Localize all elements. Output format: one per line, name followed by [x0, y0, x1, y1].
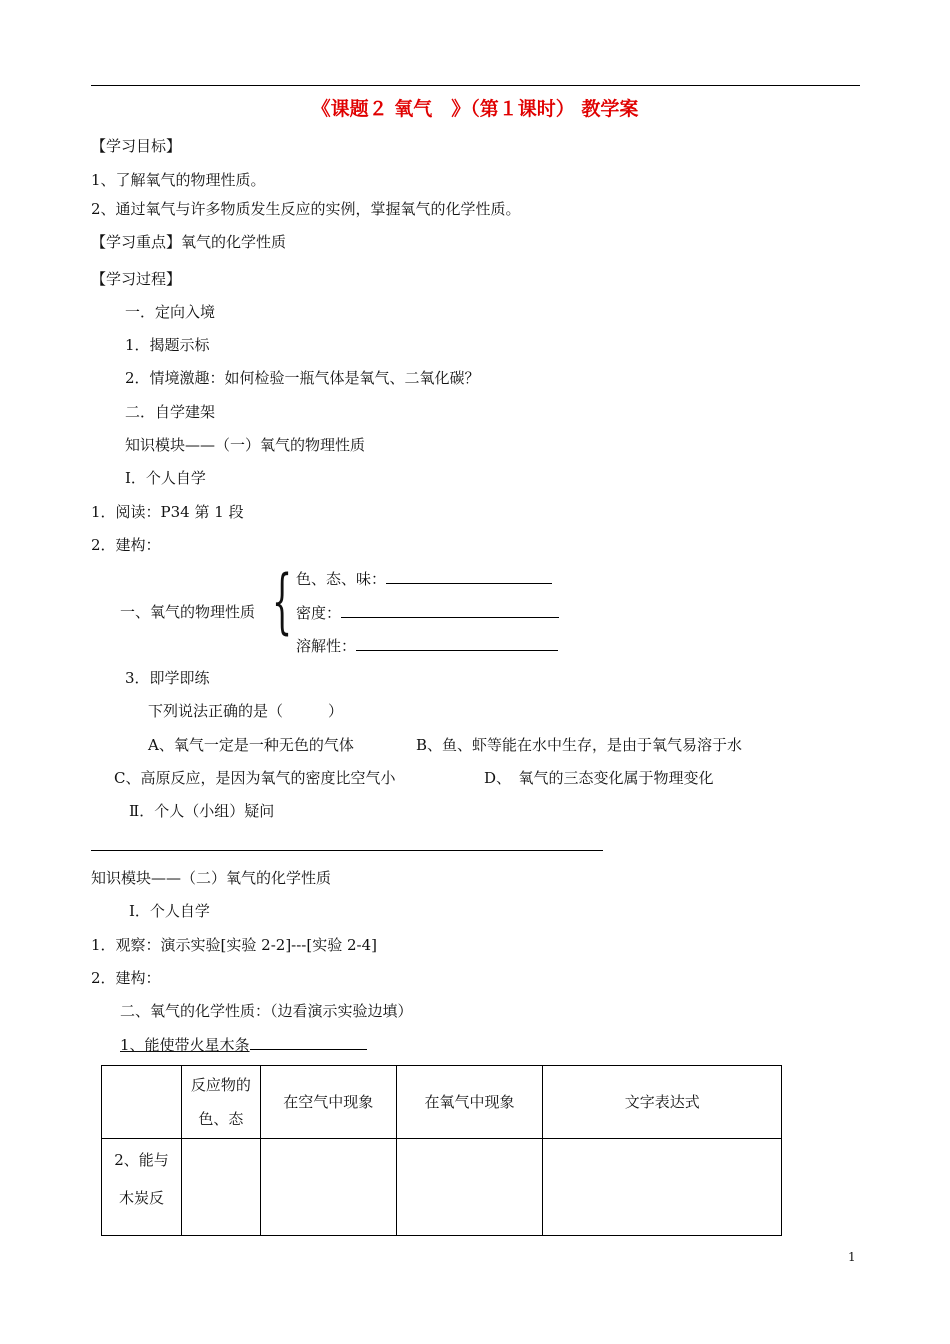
table-header-row	[102, 1066, 782, 1139]
page-title: 《课题２ 氧气 》（第１课时） 教学案	[311, 98, 639, 120]
table-row	[102, 1139, 782, 1236]
focus-line: 【学习重点】氧气的化学性质	[91, 233, 287, 251]
header-reactant: 反应物的色、态	[190, 1076, 251, 1128]
top-rule	[91, 85, 860, 86]
phys-item-density	[296, 602, 559, 623]
goal-1: 1、了解氧气的物理性质。	[91, 171, 266, 189]
process-heading: 【学习过程】	[91, 270, 182, 288]
chem-item-1	[120, 1034, 367, 1055]
section-1: 一．定向入境	[125, 303, 216, 321]
fill-blank[interactable]	[341, 602, 559, 618]
option-a: A、氧气一定是一种无色的气体	[148, 736, 354, 754]
table-header-cell	[102, 1066, 182, 1139]
page-number: 1	[848, 1250, 856, 1264]
chem-item-1-text: 1、能使带火星木条	[120, 1036, 250, 1054]
chemical-properties-label: 二、氧气的化学性质：（边看演示实验边填）	[120, 1002, 413, 1020]
section-1-item-1: 1．揭题示标	[125, 336, 210, 354]
self-study-1: Ⅰ．个人自学	[125, 469, 206, 487]
fill-blank[interactable]	[250, 1034, 367, 1050]
table-header-cell: 在氧气中现象	[396, 1066, 543, 1139]
question-stem: 下列说法正确的是（ ）	[148, 702, 344, 720]
answer-line	[91, 850, 603, 851]
table-cell	[102, 1139, 182, 1236]
section-2: 二．自学建架	[125, 403, 216, 421]
table-cell[interactable]	[181, 1139, 260, 1236]
section-1-item-2: 2．情境激趣：如何检验一瓶气体是氧气、二氧化碳？	[125, 369, 480, 387]
table-header-cell: 文字表达式	[543, 1066, 782, 1139]
observe-step: 1．观察：演示实验[实验 2-2]---[实验 2-4]	[91, 936, 378, 954]
table-header-cell: 在空气中现象	[260, 1066, 396, 1139]
reaction-table	[101, 1065, 782, 1236]
option-c: C、高原反应，是因为氧气的密度比空气小	[114, 769, 396, 787]
doubts-heading: Ⅱ．个人（小组）疑问	[129, 802, 275, 820]
brace-icon: {	[272, 560, 293, 642]
self-study-2: Ⅰ．个人自学	[129, 902, 210, 920]
build-step-1: 2．建构：	[91, 536, 161, 554]
phys-item-label: 密度：	[296, 604, 342, 622]
table-header-cell	[181, 1066, 260, 1139]
option-b: B、鱼、虾等能在水中生存，是由于氧气易溶于水	[416, 736, 743, 754]
phys-item-solubility	[296, 635, 558, 656]
phys-item-color	[296, 568, 552, 589]
module-2-heading: 知识模块——（二）氧气的化学性质	[91, 869, 332, 887]
goal-2: 2、通过氧气与许多物质发生反应的实例，掌握氧气的化学性质。	[91, 200, 521, 218]
option-d: D、 氧气的三态变化属于物理变化	[484, 769, 714, 787]
phys-item-label: 溶解性：	[296, 637, 357, 655]
phys-item-label: 色、态、味：	[296, 570, 387, 588]
read-step: 1．阅读：P34 第 1 段	[91, 503, 244, 521]
module-1-heading: 知识模块——（一）氧气的物理性质	[125, 436, 366, 454]
fill-blank[interactable]	[356, 635, 558, 651]
physical-properties-label: 一、氧气的物理性质	[120, 603, 256, 621]
table-cell[interactable]	[396, 1139, 543, 1236]
practice-heading: 3．即学即练	[125, 669, 210, 687]
build-step-2: 2．建构：	[91, 969, 161, 987]
table-cell[interactable]	[543, 1139, 782, 1236]
goals-heading: 【学习目标】	[91, 137, 182, 155]
table-cell[interactable]	[260, 1139, 396, 1236]
fill-blank[interactable]	[386, 568, 552, 584]
row-label: 2、能与木炭反	[114, 1151, 169, 1207]
